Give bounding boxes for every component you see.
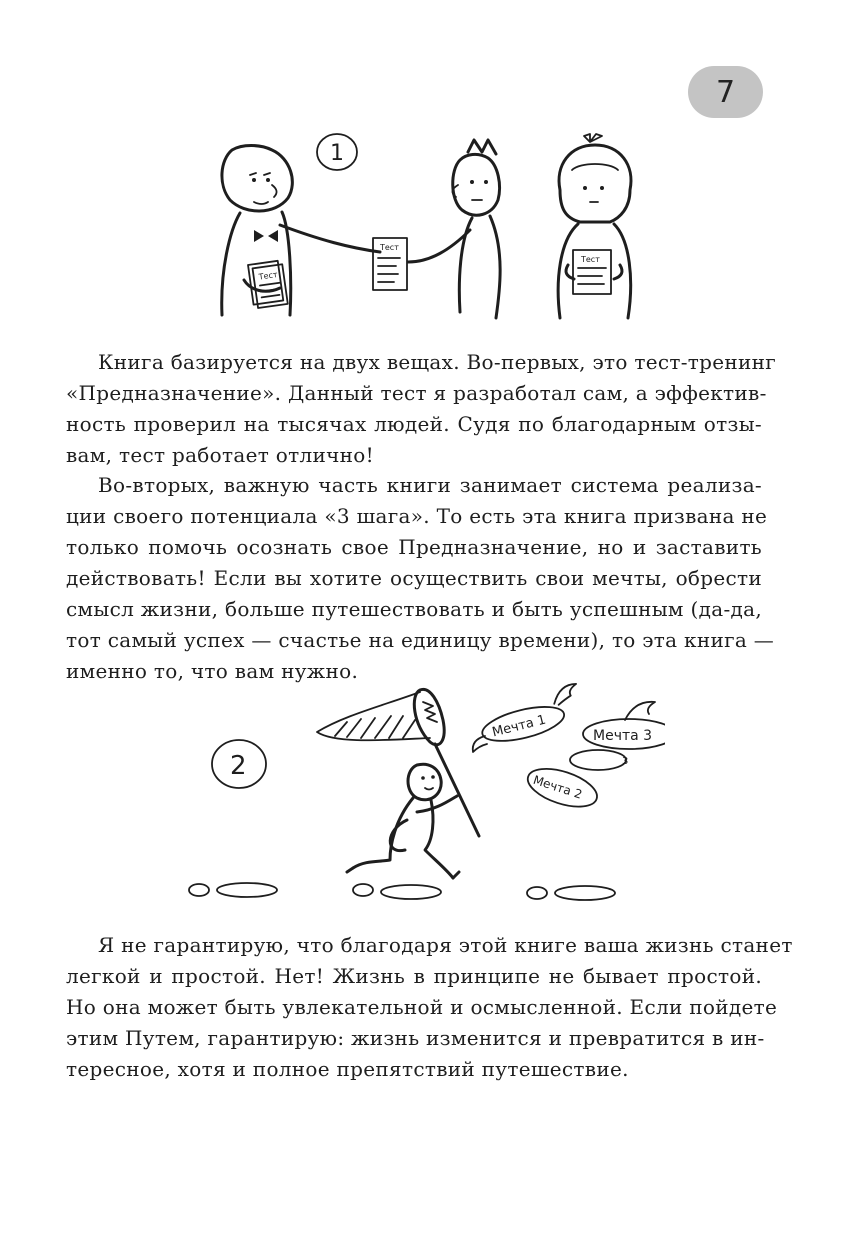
test-sheet: [373, 238, 407, 290]
paragraph-intro: [66, 347, 777, 471]
step-two-circle: [212, 740, 266, 788]
step-one-number: 1: [330, 141, 344, 166]
stack-test-label: Тест: [258, 270, 279, 282]
man-receiving-test: [408, 140, 500, 318]
text-line: легкой и простой. Нет! Жизнь в принципе не бывает простой.: [66, 964, 762, 988]
page-number: 7: [715, 74, 736, 110]
text-line: тересное, хотя и полное препятствий путешествие.: [66, 1057, 629, 1081]
text-line: этим Путем, гарантирую: жизнь изменится и превратится в ин-: [66, 1026, 765, 1050]
dream-bubble-small: [570, 750, 628, 770]
dream-bubble-1: [476, 683, 586, 747]
footprints: [189, 883, 615, 900]
text-line: только помочь осознать свое Предназначение, но и заставить: [66, 535, 762, 559]
text-line: ции своего потенциала «3 шага». То есть эта книга призвана не: [66, 504, 768, 528]
paragraph-three-steps: [66, 470, 775, 687]
text-line: Я не гарантирую, что благодаря этой книге ваша жизнь станет: [98, 933, 793, 957]
dream-bubble-3: [583, 702, 665, 749]
dream-label-1: Мечта 1: [490, 712, 548, 741]
dream-label-2: Мечта 2: [531, 772, 584, 802]
paragraph-guarantee: [66, 930, 793, 1085]
text-line: действовать! Если вы хотите осуществить свои мечты, обрести: [66, 566, 762, 590]
man-giving-test: [222, 146, 380, 316]
page-number-badge: [688, 66, 763, 118]
text-line: Но она может быть увлекательной и осмысленной. Если пойдете: [66, 995, 778, 1019]
illustration-catching-dreams: [185, 680, 665, 905]
step-one-circle: [317, 134, 357, 170]
running-man: [347, 764, 459, 878]
dream-label-3: Мечта 3: [593, 728, 653, 744]
step-two-number: 2: [230, 751, 247, 781]
text-line: смысл жизни, больше путешествовать и быть успешным (да-да,: [66, 597, 762, 621]
text-line: ность проверил на тысячах людей. Судя по благодарным отзы-: [66, 412, 762, 436]
girl-with-test: [558, 134, 631, 318]
text-line: именно то, что вам нужно.: [66, 659, 359, 683]
text-line: Во-вторых, важную часть книги занимает система реализа-: [98, 473, 762, 497]
dream-number: 3: [622, 756, 629, 767]
illustration-test-handover: [210, 130, 650, 330]
text-line: вам, тест работает отлично!: [66, 443, 374, 467]
held-paper-label: Тест: [581, 255, 600, 264]
text-line: тот самый успех — счастье на единицу времени), то эта книга —: [66, 628, 775, 652]
text-line: «Предназначение». Данный тест я разработал сам, а эффектив-: [66, 381, 767, 405]
test-sheet-label: Тест: [380, 243, 399, 252]
butterfly-net: [317, 689, 479, 836]
text-line: Книга базируется на двух вещах. Во-первых, это тест-тренинг: [98, 350, 777, 374]
